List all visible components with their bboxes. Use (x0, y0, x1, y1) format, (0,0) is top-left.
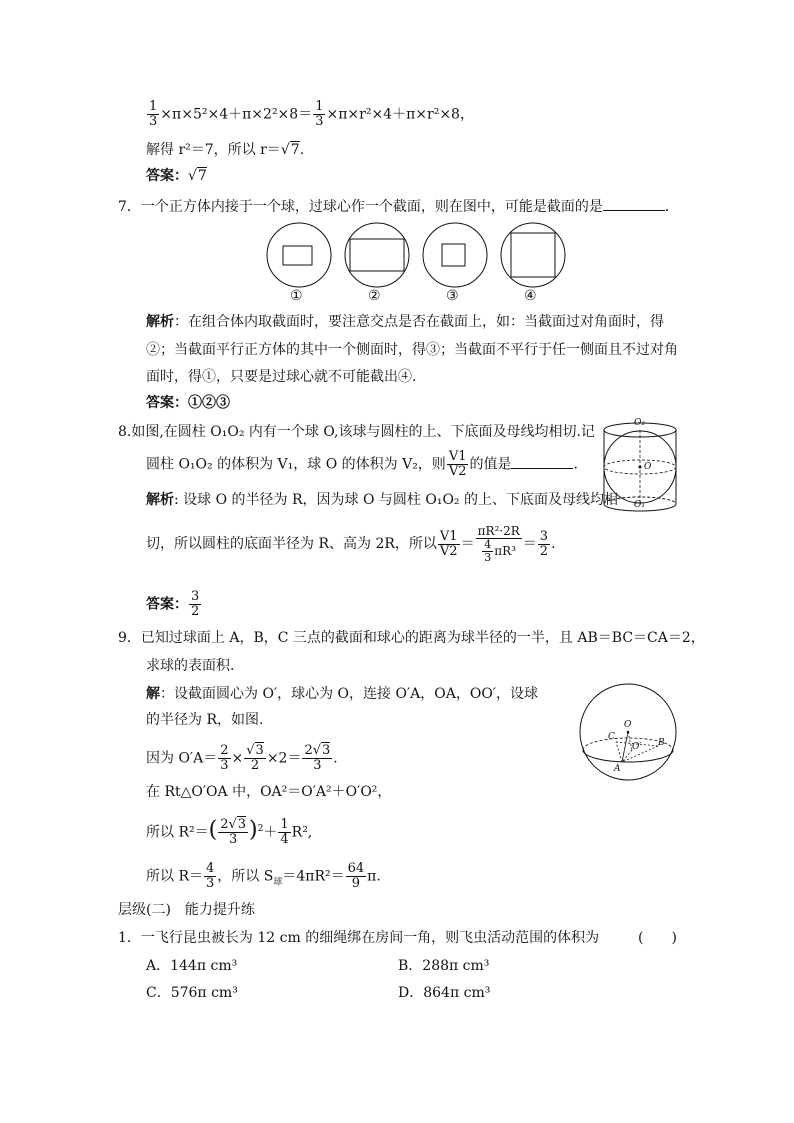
q8-answer (146, 590, 202, 619)
figure-1-circle (267, 223, 331, 287)
q8-answer-frac: $\frac{3}{2}$ (191, 589, 200, 619)
q9-solution-2: 的半径为 R，如图. (146, 712, 264, 728)
q9-fig-label-B: B (658, 738, 665, 748)
fraction-one-third-2: $\frac{1}{3}$ (315, 99, 324, 129)
q9-solution-label: 解 (146, 686, 160, 702)
answer-label: 答案： (146, 168, 188, 184)
frac-64-9: $\frac{64}{9}$ (347, 861, 365, 891)
q7-fig-label-2: ② (368, 288, 381, 304)
prev-answer-line: 答案：√7 (146, 168, 207, 184)
q8-v1-over-v2: $\frac{V1}{V2}$ (448, 449, 467, 479)
q8-result-frac: $\frac{3}{2}$ (539, 528, 549, 559)
q9-solution-1 (146, 684, 538, 704)
q7-blank (603, 196, 665, 211)
q9-solution-text-6b: ，所以 S (217, 868, 274, 885)
option-a: A．144π cm³ (146, 958, 238, 974)
sphere-section-figure (578, 682, 680, 784)
q9-solution-text-6a: 所以 R＝ (146, 868, 203, 885)
q7-end: ． (664, 199, 679, 215)
frac-4-3: $\frac{4}{3}$ (206, 861, 215, 891)
q8-fig-label-top: O₂ (634, 418, 645, 428)
q9-fig-label-C: C (608, 732, 615, 742)
prev-equation-line (146, 100, 474, 129)
q8-fig-label-center: O (644, 462, 652, 472)
q7-fig-label-4: ④ (524, 288, 537, 304)
figure-3-rect (442, 244, 465, 266)
q7-analysis-1 (146, 312, 664, 332)
q8-blank (511, 454, 573, 469)
q7-question (118, 196, 679, 217)
q7-analysis-text-1: ：在组合体内取截面时，要注意交点是否在截面上，如：当截面过对角面时，得 (174, 314, 664, 330)
figure-2-circle (345, 223, 409, 287)
eq-part-2: ×π×r²×4＋π×r²×8， (326, 106, 474, 123)
q7-analysis-3: 面时，得①，只要是过球心就不可能截出④. (146, 369, 417, 385)
figure-3-circle (423, 223, 487, 287)
level2-heading: 层级(二) 能力提升练 (118, 902, 255, 918)
q7-text: 一个正方体内接于一个球，过球心作一个截面，则在图中，可能是截面的是 (140, 199, 603, 215)
q9-solution-text-3: 因为 O′A＝ (146, 750, 218, 767)
figure-2-rect (350, 239, 404, 271)
answer-root: 7 (197, 168, 207, 184)
q8-line-2 (146, 450, 578, 479)
q7-number: 7． (118, 199, 141, 215)
q9-fig-label-A: A (614, 764, 621, 774)
q8-line-2a: 圆柱 O₁O₂ 的体积为 V₁，球 O 的体积为 V₂，则 (146, 456, 446, 473)
figure-1-rect (283, 246, 312, 265)
frac-root3-2: $\frac{√3}{2}$ (246, 743, 264, 773)
q7-fig-label-3: ③ (446, 288, 459, 304)
option-b: B．288π cm³ (398, 958, 490, 974)
solve-end: . (299, 142, 305, 158)
level2-q1: 1．一飞行昆虫被长为 12 cm 的细绳绑在房间一角，则飞虫活动范围的体积为 (118, 930, 600, 946)
q8-line-2c: . (573, 456, 578, 473)
q8-line-2b: 的值是 (469, 456, 512, 473)
option-c: C．576π cm³ (146, 985, 238, 1001)
q7-analysis-label: 解析 (146, 314, 174, 330)
q8-analysis-text-1: : 设球 O 的半径为 R，因为球 O 与圆柱 O₁O₂ 的上、下底面及母线均相 (174, 492, 618, 508)
q9-fig-label-O-prime: O′ (632, 742, 642, 752)
q8-volume-ratio: πR²·2R $\frac{4}{3}$ πR³ (477, 524, 520, 564)
q8-analysis-label: 解析 (146, 492, 174, 508)
q7-analysis-2: ②；当截面平行正方体的其中一个侧面时，得③；当截面不平行于任一侧面且不过对角 (146, 342, 678, 358)
frac-2root3-3-b: $\frac{2√3}{3}$ (220, 817, 247, 847)
frac-2-3: $\frac{2}{3}$ (220, 743, 229, 773)
q9-solution-text-1: ：设截面圆心为 O′，球心为 O，连接 O′A，OA，OO′，设球 (160, 686, 538, 702)
q9-line-2: 求球的表面积. (146, 658, 235, 674)
q8-line-1: 8.如图,在圆柱 O₁O₂ 内有一个球 O,该球与圆柱的上、下底面及母线均相切.记 (118, 424, 595, 440)
q9-solution-6: 所以 R＝ $\frac{4}{3}$ ，所以 $S_球=4\pi R^2=$ $\frac{64}{9}$ π. (146, 861, 381, 891)
q8-analysis-1 (146, 490, 618, 510)
q8-analysis-2: 切，所以圆柱的底面半径为 R、高为 2R，所以 $\frac{V1}{V2}$ ＝ πR²·2R $\frac{4}{3}$ πR³ ＝ $\frac{3}{2}$ . (146, 524, 556, 564)
solve-root: 7 (290, 142, 300, 158)
frac-2root3-3: $\frac{2√3}{3}$ (304, 743, 331, 773)
q7-fig-label-1: ① (290, 288, 303, 304)
q9-solution-3: 因为 O′A＝ $\frac{2}{3}$ × $\frac{√3}{2}$ ×2＝ $\frac{2√3}{3}$ . (146, 743, 338, 773)
q8-answer-label: 答案： (146, 596, 188, 613)
fraction-one-third: $\frac{1}{3}$ (149, 99, 158, 129)
q9-line-1: 9．已知过球面上 A，B，C 三点的截面和球心的距离为球半径的一半，且 AB＝BC＝CA＝2， (118, 630, 705, 646)
q7-answer-label: 答案： (146, 395, 188, 411)
q8-analysis-text-2: 切，所以圆柱的底面半径为 R、高为 2R，所以 (146, 536, 437, 552)
figure-4-rect (511, 233, 555, 277)
q9-solution-text-5: 所以 R²＝ (146, 824, 209, 841)
frac-1-4: $\frac{1}{4}$ (280, 817, 289, 847)
eq-part-1: ×π×5²×4＋π×2²×8＝ (160, 106, 313, 123)
q9-solution-text-6d: π. (367, 868, 381, 885)
q7-answer-value: ①②③ (188, 395, 230, 411)
q9-solution-5: 所以 R²＝( $\frac{2√3}{3}$ )$^2$＋ $\frac{1}{4}$ R², (146, 817, 313, 847)
q7-answer (146, 393, 230, 413)
level2-q1-paren: ( ) (638, 930, 677, 946)
q7-figures (266, 222, 586, 288)
q9-solution-4: 在 Rt△O′OA 中，OA²＝O′A²＋O′O²， (146, 784, 392, 800)
q9-fig-label-O: O (624, 720, 632, 730)
option-d: D．864π cm³ (398, 985, 491, 1001)
solve-text: 解得 r²＝7，所以 r＝ (146, 142, 281, 158)
q9-solution-text-6c: ＝4πR²＝ (282, 868, 345, 885)
prev-solve-line: 解得 r²＝7，所以 r＝√7. (146, 142, 305, 158)
q8-fig-label-bottom: O₁ (634, 500, 645, 510)
q8-v1-v2-frac: $\frac{V1}{V2}$ (439, 528, 458, 559)
